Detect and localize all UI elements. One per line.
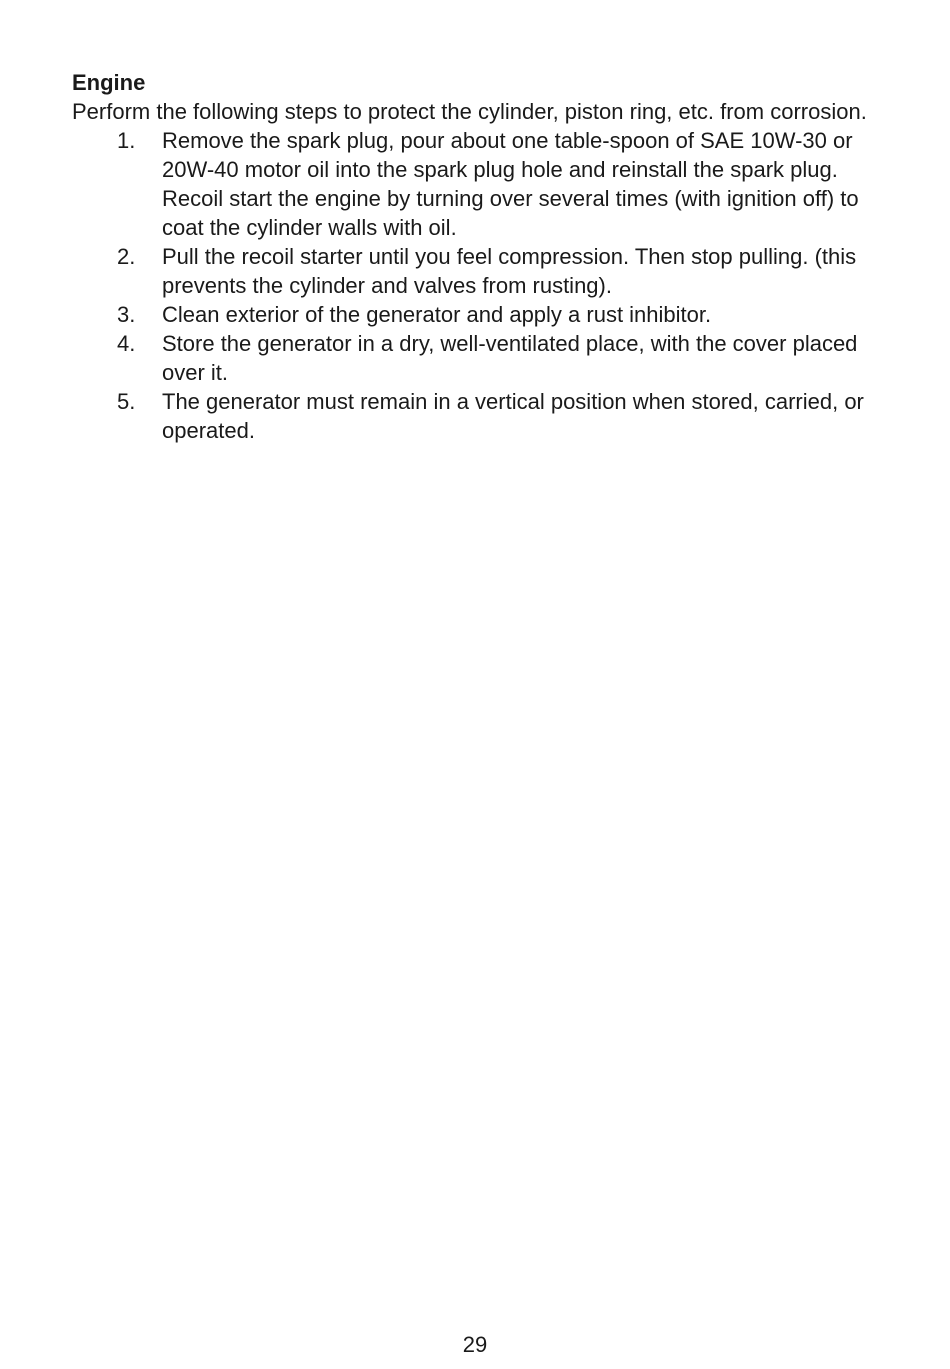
step-item — [72, 329, 902, 387]
step-number: 2. — [117, 244, 136, 269]
step-text: Store the generator in a dry, well-ventilated place, with the cover placed over it. — [162, 331, 858, 385]
step-number: 3. — [117, 302, 136, 327]
step-item — [72, 126, 902, 242]
page-number: 29 — [462, 1332, 488, 1357]
step-text: Remove the spark plug, pour about one table-spoon of SAE 10W-30 or 20W-40 motor oil into the spark plug hole and reinstall the spark plug. Recoil start the engine by turning over several times (with ignition off) to coat the cylinder walls with oil. — [162, 128, 859, 240]
section-heading: Engine — [72, 70, 146, 95]
step-item — [72, 387, 902, 445]
step-number: 5. — [117, 389, 136, 414]
step-text: The generator must remain in a vertical position when stored, carried, or operated. — [162, 389, 864, 443]
step-text: Clean exterior of the generator and apply a rust inhibitor. — [162, 302, 712, 327]
section-intro: Perform the following steps to protect the cylinder, piston ring, etc. from corrosion. — [72, 99, 867, 124]
steps-list — [72, 126, 902, 445]
step-number: 1. — [117, 128, 136, 153]
step-text: Pull the recoil starter until you feel compression. Then stop pulling. (this prevents the cylinder and valves from rusting). — [162, 244, 857, 298]
step-item — [72, 300, 902, 329]
step-number: 4. — [117, 331, 136, 356]
engine-section — [72, 68, 902, 445]
step-item — [72, 242, 902, 300]
